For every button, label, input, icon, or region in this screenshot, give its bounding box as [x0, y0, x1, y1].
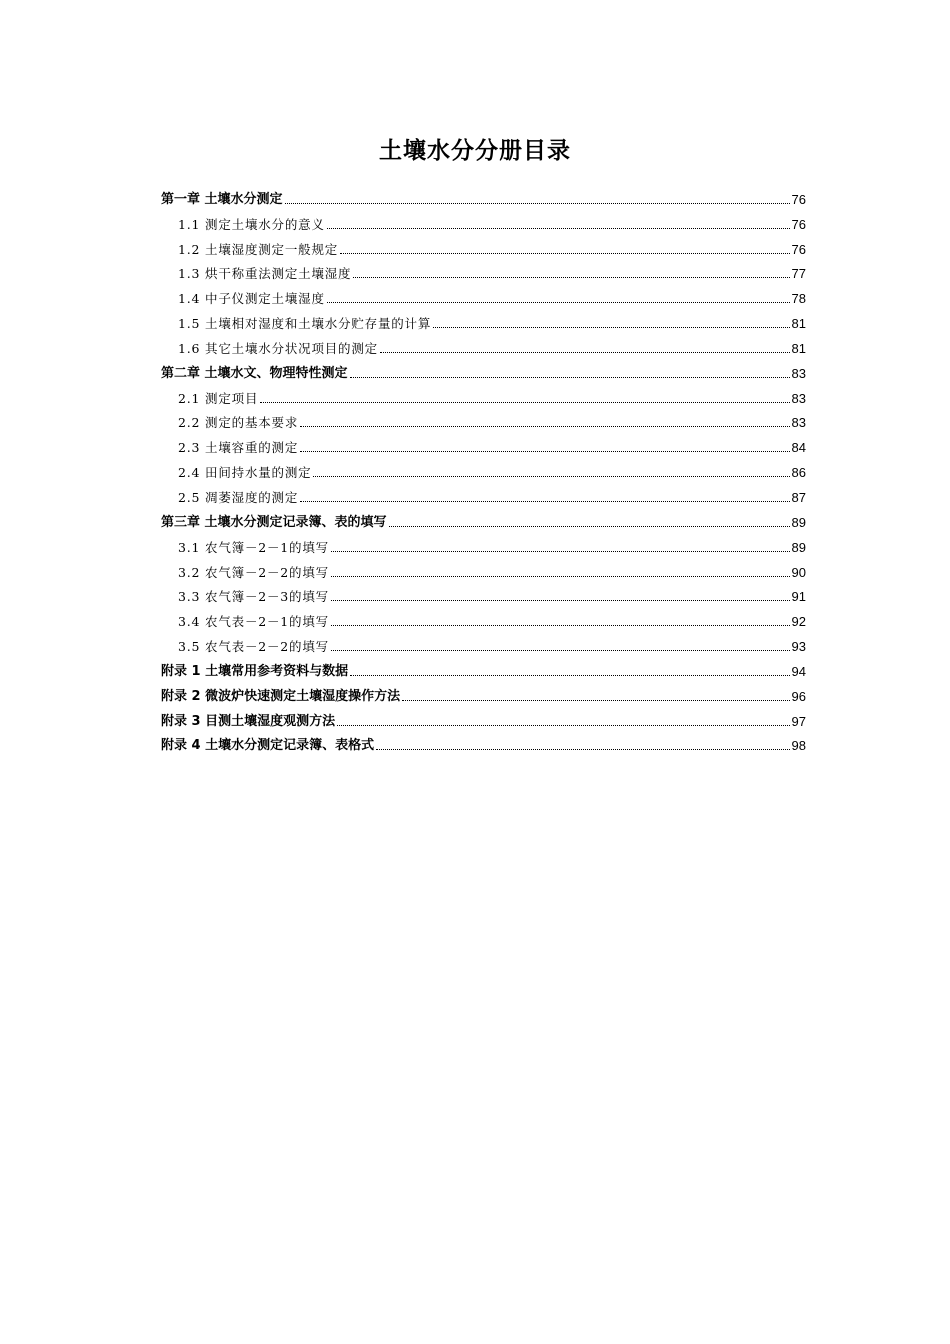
toc-entry[interactable]: [161, 506, 806, 531]
dot-leader: [327, 227, 790, 229]
toc-entry[interactable]: [161, 258, 806, 283]
toc-entry-text: 附录 1 土壤常用参考资料与数据: [161, 663, 349, 679]
toc-page-number: 83: [791, 365, 806, 381]
toc-entry[interactable]: [161, 282, 806, 307]
toc-entry-text: 2.1 测定项目: [178, 390, 259, 406]
dot-leader: [353, 276, 789, 278]
toc-entry-text: 附录 4 土壤水分测定记录簿、表格式: [161, 738, 375, 754]
toc-entry-text: 第二章 土壤水文、物理特性测定: [161, 365, 348, 381]
toc-entry[interactable]: [161, 431, 806, 456]
dot-leader: [350, 674, 789, 676]
toc-entry[interactable]: [161, 481, 806, 506]
toc-entry[interactable]: [161, 382, 806, 407]
dot-leader: [313, 475, 789, 477]
toc-entry[interactable]: [161, 605, 806, 630]
toc-page-number: 94: [791, 663, 806, 679]
toc-entry[interactable]: [161, 233, 806, 258]
toc-entry-text: 2.5 凋萎湿度的测定: [178, 489, 299, 505]
toc-page-number: 98: [791, 738, 806, 754]
toc-page-number: 89: [791, 514, 806, 530]
toc-entry[interactable]: [161, 730, 806, 755]
toc-page-number: 84: [791, 440, 806, 456]
dot-leader: [331, 575, 790, 577]
toc-page-number: 81: [791, 316, 806, 332]
toc-entry[interactable]: [161, 307, 806, 332]
toc-page-number: 83: [791, 415, 806, 431]
toc-entry[interactable]: [161, 531, 806, 556]
toc-page-number: 97: [791, 713, 806, 729]
dot-leader: [331, 649, 790, 651]
toc-entry[interactable]: [161, 655, 806, 680]
dot-leader: [389, 525, 790, 527]
dot-leader: [327, 301, 790, 303]
toc-entry-text: 3.2 农气簿－2－2的填写: [178, 564, 329, 580]
toc-entry-text: 3.3 农气簿－2－3的填写: [178, 589, 329, 605]
toc-entry[interactable]: [161, 581, 806, 606]
toc-entry-text: 2.4 田间持水量的测定: [178, 465, 312, 481]
toc-entry[interactable]: [161, 456, 806, 481]
dot-leader: [300, 425, 789, 427]
dot-leader: [285, 202, 790, 204]
toc-page-number: 77: [791, 266, 806, 282]
toc-entry-text: 1.2 土壤湿度测定一般规定: [178, 241, 339, 257]
toc-page-number: 76: [791, 241, 806, 257]
toc-entry[interactable]: [161, 705, 806, 730]
toc-entry[interactable]: [161, 208, 806, 233]
dot-leader: [376, 748, 789, 750]
toc-entry[interactable]: [161, 357, 806, 382]
toc-page-number: 89: [791, 539, 806, 555]
toc-entry[interactable]: [161, 332, 806, 357]
toc-entry-text: 1.5 土壤相对湿度和土壤水分贮存量的计算: [178, 316, 432, 332]
toc-entry-text: 1.3 烘干称重法测定土壤湿度: [178, 266, 352, 282]
toc-page-number: 83: [791, 390, 806, 406]
toc-entry[interactable]: [161, 407, 806, 432]
dot-leader: [300, 500, 789, 502]
toc-entry-text: 附录 3 目测土壤湿度观测方法: [161, 713, 336, 729]
toc-entry-text: 3.1 农气簿－2－1的填写: [178, 539, 329, 555]
dot-leader: [337, 724, 789, 726]
dot-leader: [260, 401, 789, 403]
dot-leader: [402, 699, 789, 701]
toc-page-number: 81: [791, 340, 806, 356]
toc-entry-text: 第三章 土壤水分测定记录簿、表的填写: [161, 514, 387, 530]
toc-page-number: 86: [791, 465, 806, 481]
toc-page-number: 76: [791, 216, 806, 232]
dot-leader: [350, 376, 790, 378]
toc-page-number: 90: [791, 564, 806, 580]
toc-entry[interactable]: [161, 630, 806, 655]
dot-leader: [380, 351, 790, 353]
toc-entry-text: 1.1 测定土壤水分的意义: [178, 216, 325, 232]
toc-entry-text: 第一章 土壤水分测定: [161, 191, 283, 207]
toc-page-number: 96: [791, 688, 806, 704]
dot-leader: [331, 550, 790, 552]
toc-entry-text: 附录 2 微波炉快速测定土壤湿度操作方法: [161, 688, 401, 704]
toc-entry-text: 2.2 测定的基本要求: [178, 415, 299, 431]
toc-entry[interactable]: [161, 556, 806, 581]
toc-entry-text: 1.4 中子仪测定土壤湿度: [178, 291, 325, 307]
toc-page-number: 87: [791, 489, 806, 505]
dot-leader: [433, 326, 789, 328]
toc-entry-text: 3.4 农气表－2－1的填写: [178, 614, 329, 630]
page-title: 土壤水分分册目录: [379, 138, 571, 164]
dot-leader: [340, 252, 789, 254]
dot-leader: [331, 624, 790, 626]
toc-entry[interactable]: [161, 680, 806, 705]
dot-leader: [300, 450, 789, 452]
toc-entry-text: 1.6 其它土壤水分状况项目的测定: [178, 340, 378, 356]
toc-page-number: 91: [791, 589, 806, 605]
toc-entry-text: 2.3 土壤容重的测定: [178, 440, 299, 456]
toc-page-number: 93: [791, 639, 806, 655]
toc-page-number: 92: [791, 614, 806, 630]
toc-entry-text: 3.5 农气表－2－2的填写: [178, 639, 329, 655]
toc-entry[interactable]: [161, 183, 806, 208]
dot-leader: [331, 599, 790, 601]
toc-page-number: 76: [791, 191, 806, 207]
toc-page-number: 78: [791, 291, 806, 307]
table-of-contents: [161, 183, 806, 754]
